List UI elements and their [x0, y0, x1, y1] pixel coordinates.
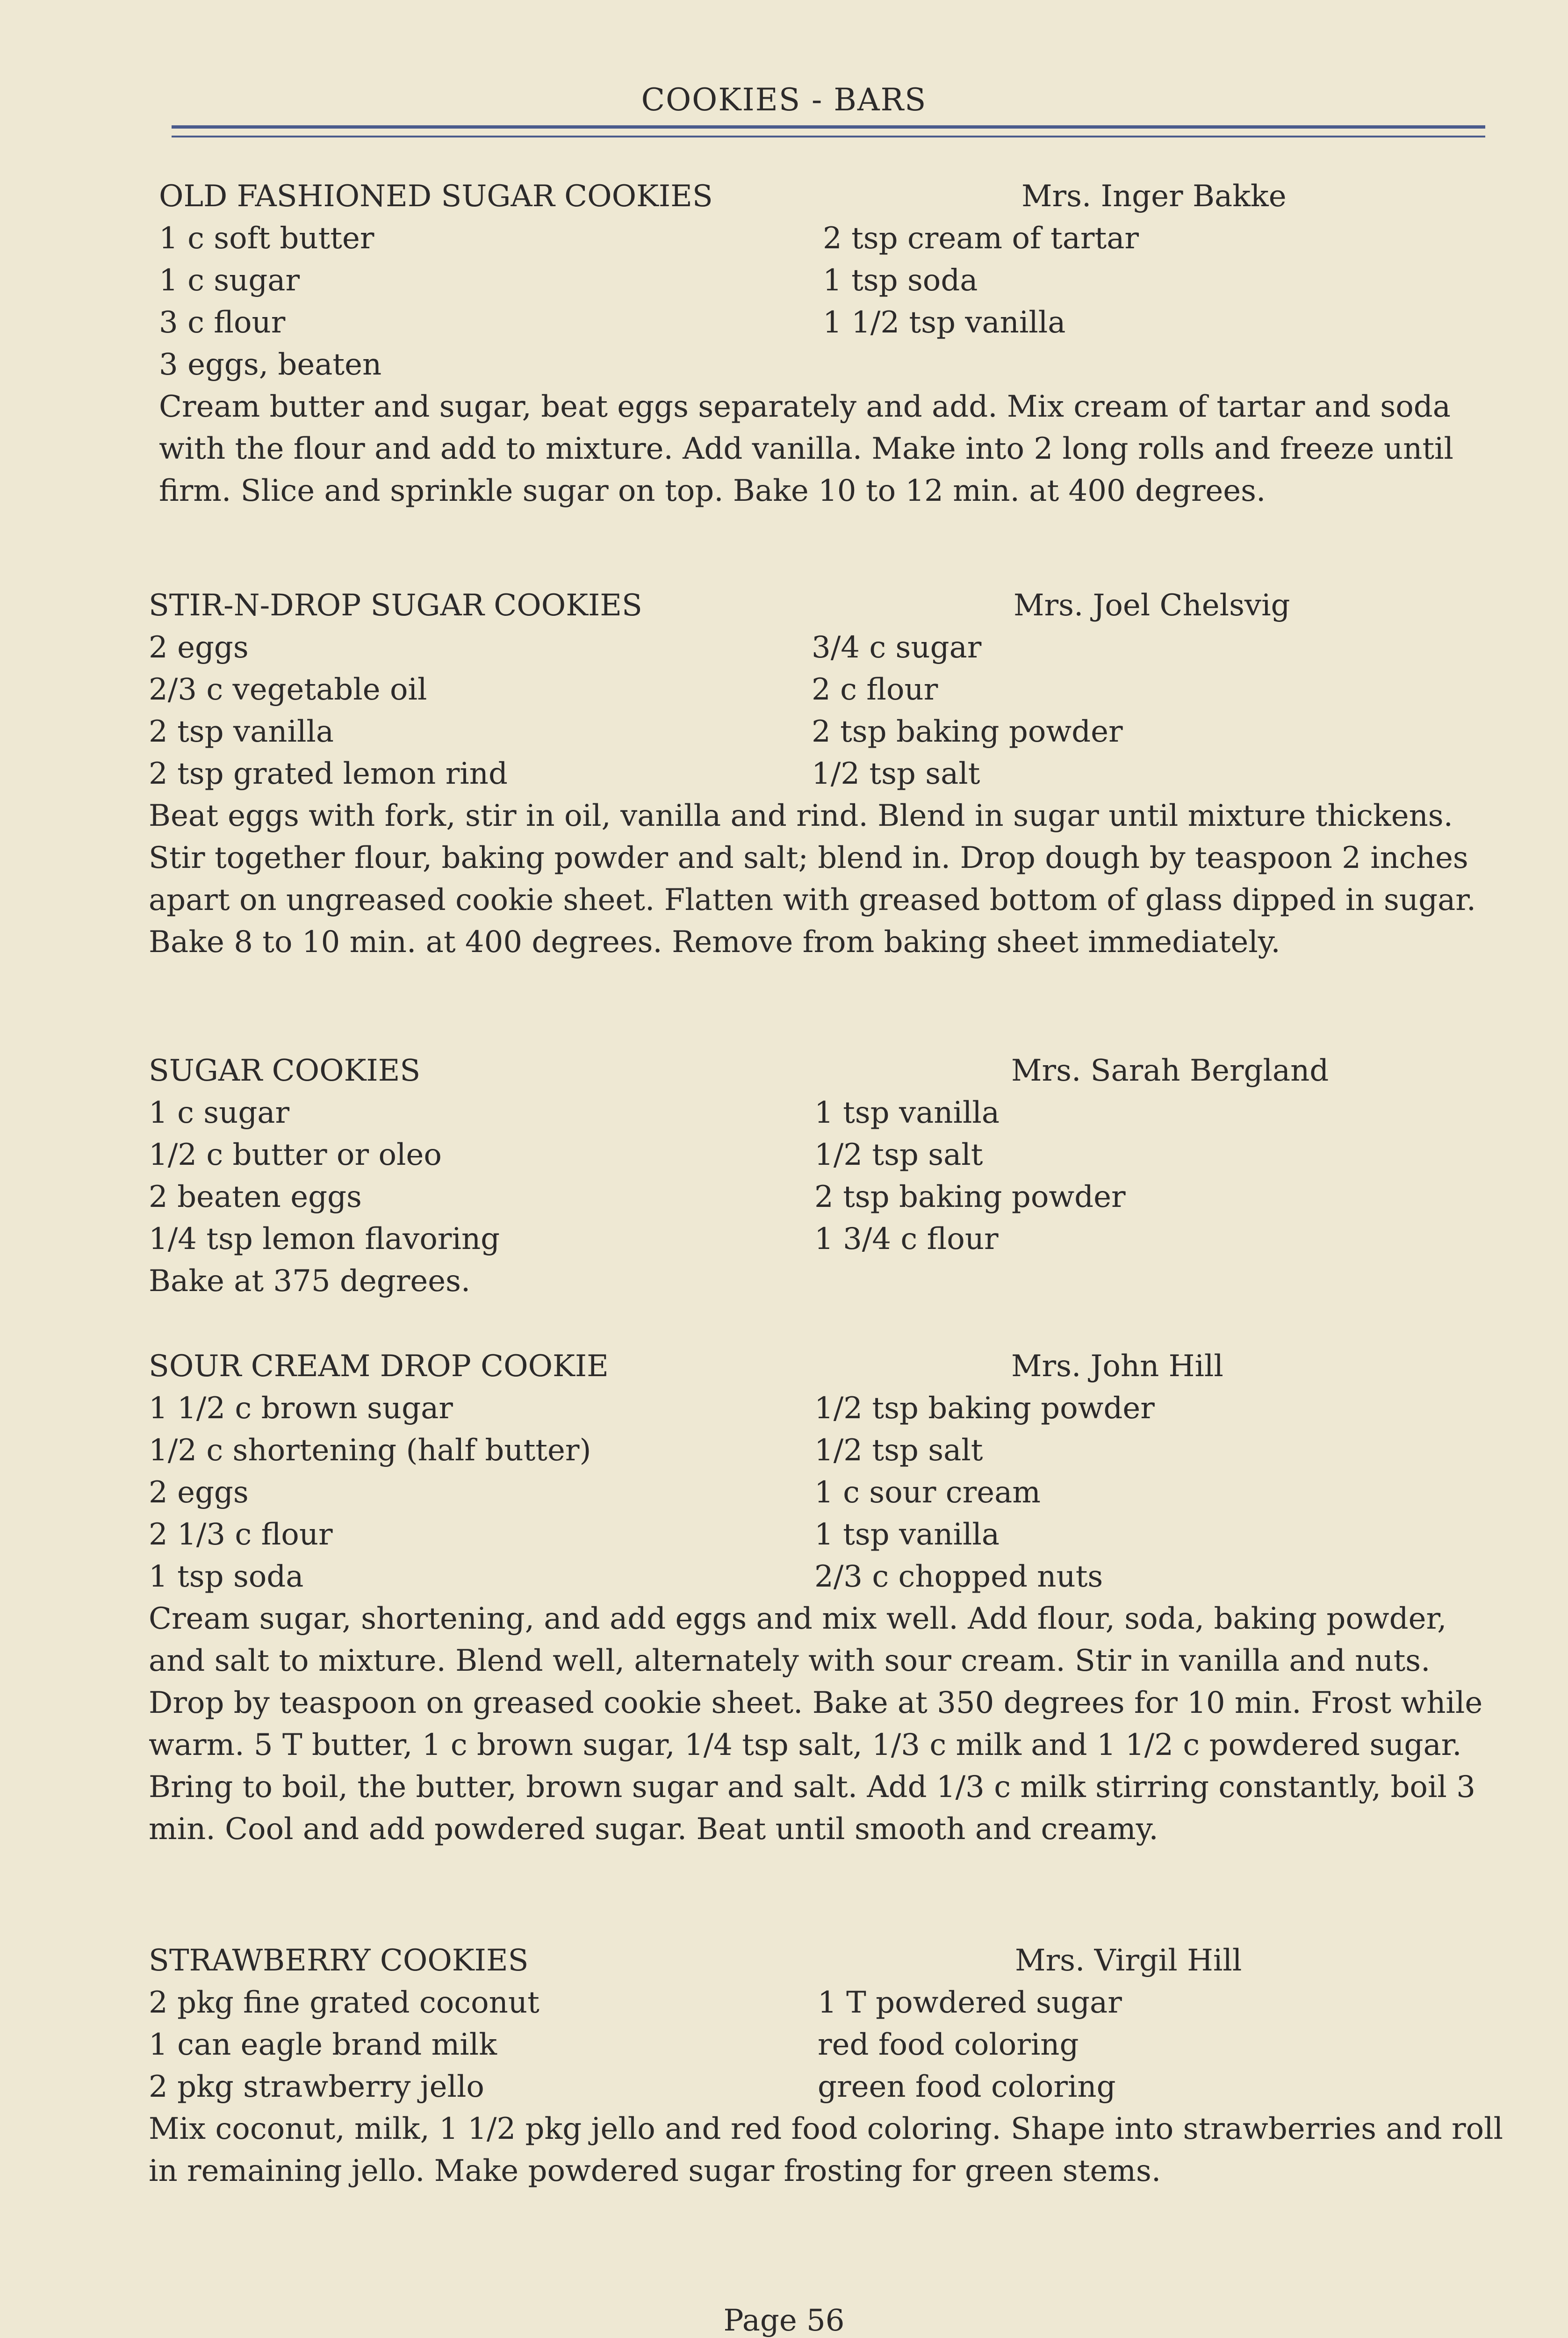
- ingredient: 2 pkg fine grated coconut: [149, 1985, 539, 2020]
- recipe-instructions: Cream sugar, shortening, and add eggs and mix well. Add flour, soda, baking powder, and salt to mixture. Blend well, alternately with sour cream. Stir in vanilla and nuts. Drop by teaspoon on greased cookie sheet. Bake at 350 degrees for 10 min. Frost while warm. 5 T butter, 1 c brown sugar, 1/4 tsp salt, 1/3 c milk and 1 1/2 c powdered sugar. Bring to boil, the butter, brown sugar and salt. Add 1/3 c milk stirring constantly, boil 3 min. Cool and add powdered sugar. Beat until smooth and creamy.: [149, 1602, 1483, 1847]
- ingredient: 1 can eagle brand milk: [149, 2028, 497, 2062]
- ingredient-row: [159, 344, 1505, 386]
- recipe-author: Mrs. Virgil Hill: [1015, 1943, 1242, 1978]
- recipe-title: SOUR CREAM DROP COOKIE: [149, 1349, 609, 1384]
- ingredient: 2 tsp cream of tartar: [823, 221, 1139, 256]
- header-rule-top: [172, 125, 1485, 129]
- ingredient-row: [149, 1218, 1495, 1260]
- recipe-author: Mrs. Joel Chelsvig: [1014, 588, 1290, 623]
- ingredient: 1/2 c butter or oleo: [149, 1138, 442, 1172]
- ingredient: 1/2 tsp salt: [814, 1138, 983, 1172]
- ingredient: 1 tsp vanilla: [814, 1096, 1000, 1130]
- recipe-instructions: Mix coconut, milk, 1 1/2 pkg jello and red food coloring. Shape into strawberries and roll in remaining jello. Make powdered sugar frosting for green stems.: [149, 2112, 1503, 2188]
- recipe-sugar-cookies: [149, 1050, 1495, 1302]
- ingredient-row: [149, 1134, 1495, 1176]
- ingredient-row: [149, 1514, 1495, 1556]
- ingredient-row: [149, 711, 1495, 753]
- ingredient: 1 3/4 c flour: [814, 1222, 999, 1256]
- ingredient-row: [159, 217, 1505, 260]
- ingredient-row: [149, 1092, 1495, 1134]
- ingredient: 2/3 c vegetable oil: [149, 672, 427, 707]
- ingredient-row: [149, 1556, 1495, 1598]
- ingredient: 1 c sugar: [149, 1096, 290, 1130]
- recipe-stir-n-drop-sugar-cookies: [149, 584, 1495, 963]
- ingredient: 2 tsp vanilla: [149, 714, 334, 749]
- ingredient: 1/4 tsp lemon flavoring: [149, 1222, 500, 1256]
- ingredient: 3 eggs, beaten: [159, 347, 382, 382]
- recipe-sour-cream-drop-cookie: [149, 1345, 1495, 1850]
- ingredient: 3 c flour: [159, 305, 286, 340]
- ingredient: 2 beaten eggs: [149, 1180, 362, 1214]
- ingredient: 1/2 tsp salt: [812, 757, 980, 791]
- recipe-title: STIR-N-DROP SUGAR COOKIES: [149, 588, 642, 623]
- ingredient: 2/3 c chopped nuts: [814, 1559, 1103, 1594]
- ingredient: 1 T powdered sugar: [818, 1985, 1122, 2020]
- ingredient-row: [149, 1429, 1495, 1472]
- ingredient-row: [149, 669, 1495, 711]
- header-rule-bottom: [172, 136, 1485, 137]
- ingredient: 2 tsp baking powder: [812, 714, 1123, 749]
- ingredient-row: [159, 260, 1505, 302]
- ingredient: 2 eggs: [149, 630, 249, 665]
- ingredient: 1/2 c shortening (half butter): [149, 1433, 591, 1468]
- ingredient-row: [149, 1982, 1537, 2024]
- ingredient: 2 c flour: [812, 672, 938, 707]
- ingredient: 2 pkg strawberry jello: [149, 2070, 484, 2104]
- ingredient-row: [149, 1472, 1495, 1514]
- ingredient: 2 eggs: [149, 1475, 249, 1510]
- ingredient-row: [149, 753, 1495, 795]
- recipe-strawberry-cookies: [149, 1940, 1537, 2192]
- ingredient: 1 c sour cream: [814, 1475, 1041, 1510]
- ingredient: 1 1/2 c brown sugar: [149, 1391, 453, 1426]
- ingredient: 1 1/2 tsp vanilla: [823, 305, 1066, 340]
- ingredient-row: [149, 1176, 1495, 1218]
- ingredient-row: [149, 1387, 1495, 1429]
- recipe-author: Mrs. Inger Bakke: [1021, 179, 1287, 214]
- ingredient: 3/4 c sugar: [812, 630, 982, 665]
- ingredient: 2 tsp grated lemon rind: [149, 757, 508, 791]
- recipe-instructions: Cream butter and sugar, beat eggs separately and add. Mix cream of tartar and soda with the flour and add to mixture. Add vanilla. Make into 2 long rolls and freeze until firm. Slice and sprinkle sugar on top. Bake 10 to 12 min. at 400 degrees.: [159, 390, 1453, 508]
- page-number: Page 56: [723, 2303, 845, 2338]
- ingredient: red food coloring: [818, 2028, 1079, 2062]
- ingredient-row: [149, 2024, 1537, 2066]
- recipe-author: Mrs. Sarah Bergland: [1011, 1054, 1329, 1088]
- ingredient-row: [149, 2066, 1537, 2108]
- ingredient: 1 c soft butter: [159, 221, 374, 256]
- recipe-title: OLD FASHIONED SUGAR COOKIES: [159, 179, 713, 214]
- ingredient: 1 tsp soda: [823, 263, 978, 298]
- ingredient: 1 c sugar: [159, 263, 300, 298]
- ingredient-row: [159, 302, 1505, 344]
- ingredient: green food coloring: [818, 2070, 1116, 2104]
- recipe-title: SUGAR COOKIES: [149, 1054, 421, 1088]
- recipe-old-fashioned-sugar-cookies: [159, 175, 1505, 512]
- recipe-instructions: Beat eggs with fork, stir in oil, vanilla and rind. Blend in sugar until mixture thickens. Stir together flour, baking powder and salt; blend in. Drop dough by teaspoon 2 inches apart on ungreased cookie sheet. Flatten with greased bottom of glass dipped in sugar. Bake 8 to 10 min. at 400 degrees. Remove from baking sheet immediately.: [149, 799, 1476, 960]
- ingredient: 1 tsp soda: [149, 1559, 304, 1594]
- recipe-author: Mrs. John Hill: [1011, 1349, 1223, 1384]
- ingredient: 1/2 tsp salt: [814, 1433, 983, 1468]
- ingredient-row: [149, 627, 1495, 669]
- ingredient: 2 tsp baking powder: [814, 1180, 1126, 1214]
- section-title: COOKIES - BARS: [641, 82, 927, 118]
- ingredient: 1/2 tsp baking powder: [814, 1391, 1155, 1426]
- recipe-instructions: Bake at 375 degrees.: [149, 1264, 471, 1299]
- recipe-title: STRAWBERRY COOKIES: [149, 1943, 529, 1978]
- ingredient: 1 tsp vanilla: [814, 1517, 1000, 1552]
- ingredient: 2 1/3 c flour: [149, 1517, 333, 1552]
